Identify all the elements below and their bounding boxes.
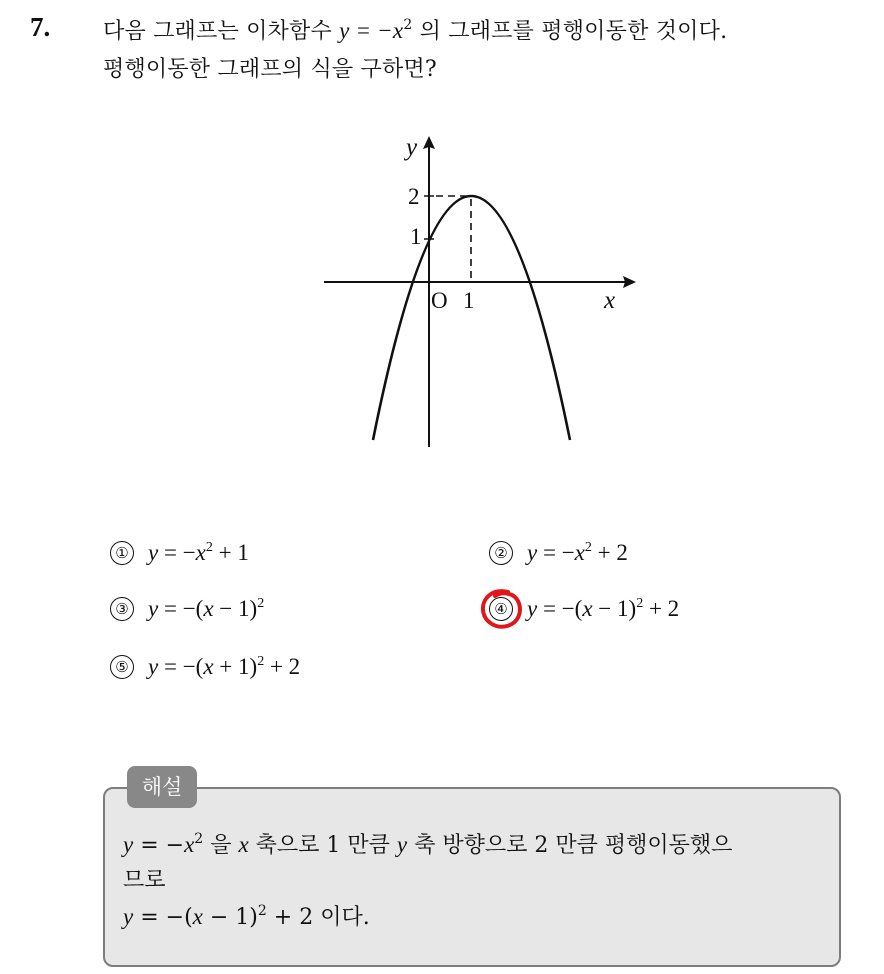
y-axis-label: y [406, 134, 418, 161]
origin-label: O [431, 288, 448, 313]
question-text-after: 의 그래프를 평행이동한 것이다. [412, 19, 728, 44]
question-number: 7. [30, 12, 51, 42]
choice-3[interactable] [110, 596, 264, 622]
parabola-curve [373, 196, 570, 440]
solution-box [103, 787, 841, 967]
solution-line-1: $y = -x^2$ 을 x 축으로 1 만큼 y 축 방향으로 2 만큼 평행이동했으 [123, 831, 733, 858]
solution-line-2: 므로 [123, 868, 166, 893]
solution-tag: 해설 [127, 766, 197, 808]
x-axis-label: x [604, 287, 616, 314]
y-tick-label-1: 1 [410, 224, 422, 249]
choice-5[interactable] [110, 654, 300, 680]
question-text-line2: 평행이동한 그래프의 식을 구하면? [103, 57, 437, 82]
choice-5-number: ⑤ [110, 655, 134, 679]
answer-circle-mark [478, 585, 526, 633]
choice-2-number: ② [489, 541, 513, 565]
math-y: y [339, 18, 350, 43]
choice-4-expression: $y = -(x - 1)^2 + 2$ [527, 596, 680, 621]
question-text-before: 다음 그래프는 이차함수 [103, 19, 332, 44]
x-tick-label: 1 [463, 288, 475, 313]
choice-1-number: ① [110, 541, 134, 565]
choice-2-expression: $y = -x^2 + 2$ [527, 540, 628, 565]
choice-1-expression: $y = -x^2 + 1$ [148, 540, 249, 565]
y-tick-label-2: 2 [408, 184, 420, 209]
choice-2[interactable] [489, 540, 628, 566]
choice-3-expression: $y = -(x - 1)^2$ [148, 596, 265, 621]
choice-5-expression: $y = -(x + 1)^2 + 2$ [148, 654, 301, 679]
solution-line-3: $y = -(x - 1)^2 + 2$ 이다. [123, 903, 370, 930]
question-text-line1 [103, 14, 727, 45]
choice-3-number: ③ [110, 597, 134, 621]
choice-1[interactable] [110, 540, 249, 566]
parabola-graph [318, 125, 648, 455]
math-eq: = − [349, 18, 393, 43]
choice-4-number: ④ [489, 597, 513, 621]
math-exponent: 2 [403, 17, 413, 33]
math-x: x [392, 18, 404, 43]
